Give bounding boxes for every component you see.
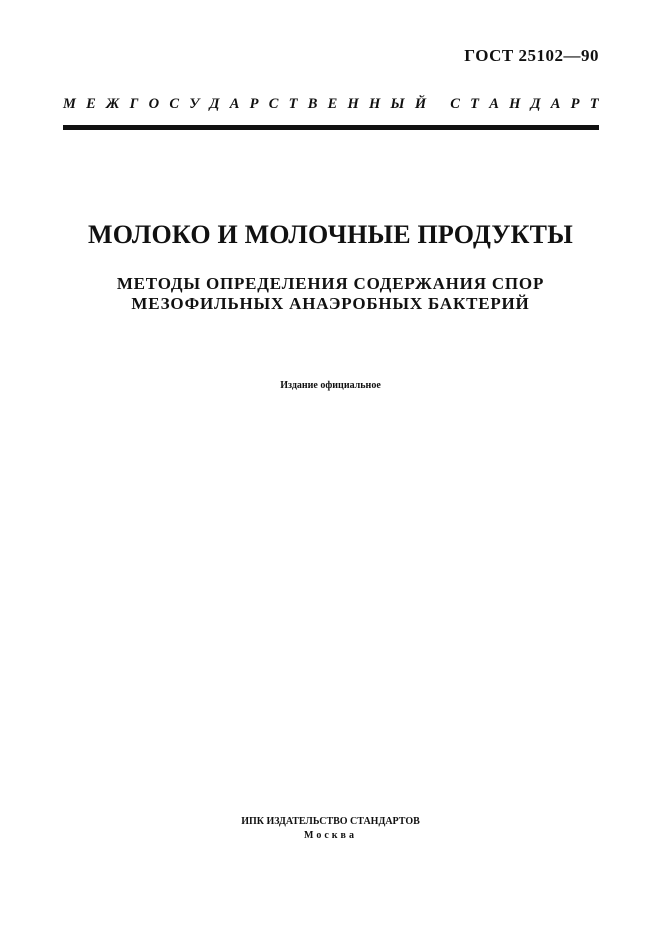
standard-type-heading [63,96,599,113]
publisher-block [0,815,661,843]
heading-letter: Т [470,96,479,112]
document-code: ГОСТ 25102—90 [464,46,599,65]
heading-letter: Р [249,96,259,112]
header-divider [63,125,599,130]
heading-letter: О [148,96,160,112]
heading-letter: С [450,96,460,112]
heading-letter: С [268,96,279,112]
heading-letter: Д [209,96,220,112]
heading-letter: А [489,96,499,112]
heading-letter: Н [347,96,359,112]
heading-letter: А [550,96,561,112]
heading-letter: С [169,96,179,112]
heading-letter: А [229,96,240,112]
heading-letter: Е [327,96,338,112]
document-title: МОЛОКО И МОЛОЧНЫЕ ПРОДУКТЫ [88,220,573,249]
heading-letter: Т [288,96,298,112]
heading-letter: В [307,96,318,112]
heading-letter: Н [509,96,521,112]
edition-note: Издание официальное [280,380,381,391]
publisher-name: ИПК ИЗДАТЕЛЬСТВО СТАНДАРТОВ [241,816,420,827]
heading-letter: Г [129,96,139,112]
subtitle-line: МЕТОДЫ ОПРЕДЕЛЕНИЯ СОДЕРЖАНИЯ СПОР [116,274,545,293]
subtitle-line: МЕЗОФИЛЬНЫХ АНАЭРОБНЫХ БАКТЕРИЙ [131,294,530,313]
heading-letter: Ж [106,96,120,112]
heading-letter: Р [570,96,580,112]
publisher-city: Москва [304,830,357,841]
heading-letter: М [63,96,76,112]
heading-letter: Й [414,96,427,112]
heading-letter: Д [530,96,541,112]
document-subtitle [0,274,661,314]
word-gap [436,96,440,113]
heading-letter: Н [369,96,381,112]
heading-letter: Ы [390,96,405,112]
heading-letter: Т [589,96,599,112]
heading-letter: Е [86,96,96,112]
heading-letter: У [189,96,200,112]
